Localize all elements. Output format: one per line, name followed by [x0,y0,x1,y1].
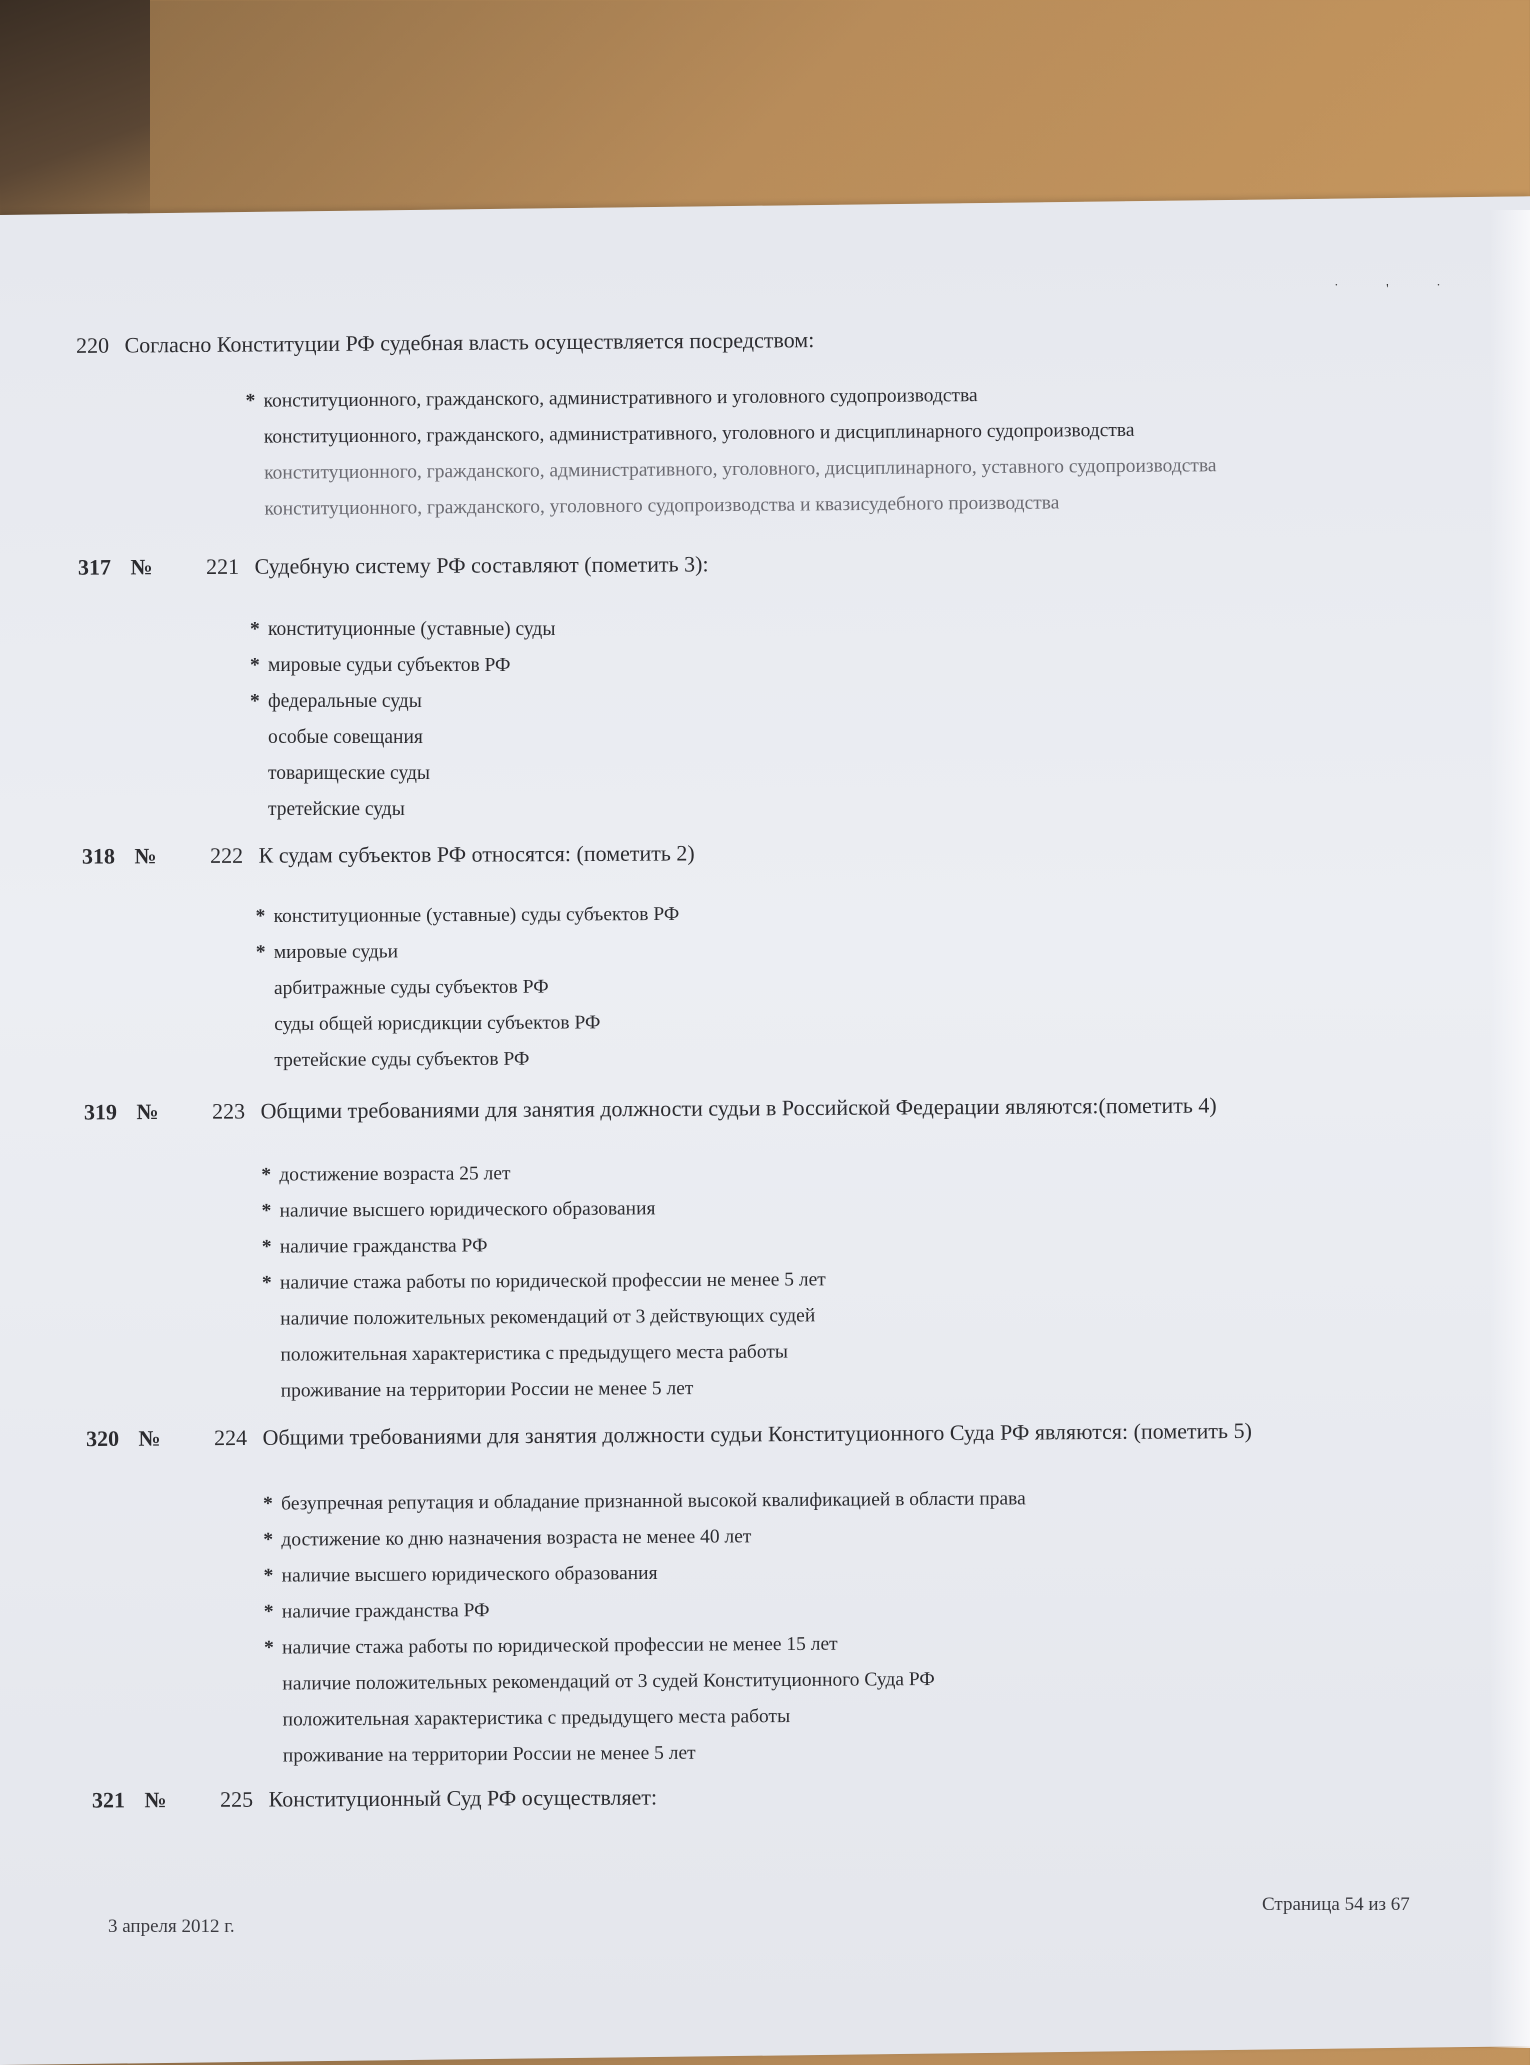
option-item [256,897,680,935]
question-header [92,1785,657,1814]
answer-mark: * [263,1493,273,1515]
option-text: конституционного, гражданского, административного, уголовного, дисциплинарного, уставного судопроизводства [264,455,1217,484]
question-index: 222 [210,842,244,868]
option-item [264,1625,1027,1666]
option-item [261,1190,825,1229]
number-sign: № [130,554,153,580]
option-list [261,1154,826,1409]
answer-mark: * [264,1637,274,1659]
answer-mark: * [261,1164,272,1186]
question-header [82,840,695,869]
option-text: наличие гражданства РФ [279,1235,488,1258]
option-item [263,1517,1026,1558]
option-item [263,1370,827,1409]
option-text: наличие стажа работы по юридической профессии не менее 5 лет [279,1269,826,1294]
option-text: достижение ко дню назначения возраста не менее 40 лет [281,1526,752,1551]
option-text: третейские суды [268,799,405,820]
option-text: конституционные (уставные) суды субъектов РФ [273,903,680,928]
option-text: конституционного, гражданского, административного и уголовного судопроизводства [263,385,978,412]
option-text: третейские суды субъектов РФ [274,1048,530,1072]
option-item [250,720,555,756]
option-item [262,1298,826,1337]
option-item [265,1697,1028,1738]
option-item [261,1154,825,1193]
option-item [256,1005,680,1043]
option-text: конституционного, гражданского, административного, уголовного и дисциплинарного судопроизводства [263,419,1135,448]
option-item [265,1733,1028,1774]
list-number: 321 [91,1787,126,1813]
option-item [262,1262,826,1301]
answer-mark: * [250,691,260,712]
option-text: достижение возраста 25 лет [279,1163,511,1186]
option-text: наличие стажа работы по юридической профессии не менее 15 лет [282,1633,838,1659]
option-item [264,1661,1027,1702]
option-item [256,969,680,1007]
number-sign: № [138,1425,161,1451]
answer-mark: * [250,619,260,640]
option-item [256,933,680,971]
answer-mark: * [263,1529,274,1551]
answer-mark: * [250,655,260,676]
option-item [250,756,555,792]
option-text: положительная характеристика с предыдущего места работы [280,1341,789,1366]
option-item [250,792,555,828]
question-index: 221 [206,553,240,579]
option-list [263,1481,1028,1774]
option-item [263,1481,1026,1522]
question-index: 223 [212,1098,246,1124]
question-index: 224 [214,1424,248,1451]
question-index: 225 [220,1786,254,1812]
option-text: федеральные суды [268,691,422,712]
list-number: 320 [85,1425,120,1452]
option-item [256,1041,680,1079]
option-item [264,1553,1027,1594]
question-header [78,551,709,580]
answer-mark: * [261,1200,272,1222]
option-text: особые совещания [268,727,423,748]
option-item [250,612,555,648]
answer-mark: * [255,906,266,928]
question-text: К судам субъектов РФ относятся: (пометить 2) [258,840,695,868]
answer-mark: * [255,942,266,964]
option-item [250,684,555,720]
option-text: наличие гражданства РФ [281,1600,490,1623]
option-text: проживание на территории России не менее 5 лет [282,1742,696,1767]
option-text: суды общей юрисдикции субъектов РФ [274,1012,601,1036]
option-item [262,1226,826,1265]
option-list [245,376,1216,528]
option-text: наличие высшего юридического образования [279,1198,656,1222]
question-index: 220 [75,332,110,358]
answer-mark: * [245,390,256,412]
question-text: Общими требованиями для занятия должности судьи в Российской Федерации являются:(пометить 4) [260,1092,1217,1124]
option-text: наличие положительных рекомендаций от 3 действующих судей [280,1305,816,1330]
list-number: 319 [83,1099,118,1125]
option-item [246,484,1217,528]
option-list [250,612,555,828]
option-text: мировые судьи субъектов РФ [268,655,511,676]
answer-mark: * [263,1565,274,1587]
option-list [256,897,681,1079]
question-text: Согласно Конституции РФ судебная власть осуществляется посредством: [124,327,815,358]
question-header [84,1093,1217,1126]
option-text: наличие положительных рекомендаций от 3 судей Конституционного Суда РФ [282,1668,935,1695]
number-sign: № [134,843,157,869]
option-text: наличие высшего юридического образования [281,1562,658,1587]
answer-mark: * [261,1272,272,1294]
option-text: мировые судьи [273,941,399,964]
answer-mark: * [261,1236,272,1258]
option-text: положительная характеристика с предыдущего места работы [282,1705,791,1731]
list-number: 317 [77,554,112,580]
number-sign: № [136,1099,159,1125]
option-text: конституционного, гражданского, уголовного судопроизводства и квазисудебного производства [264,492,1060,520]
footer-date: 3 апреля 2012 г. [108,1916,235,1937]
footer-page-number: Страница 54 из 67 [1262,1894,1410,1915]
question-text: Общими требованиями для занятия должности судьи Конституционного Суда РФ являются: (пометить 5) [262,1417,1252,1450]
option-text: товарищеские суды [268,763,430,784]
option-item [246,448,1217,492]
option-text: безупречная репутация и обладание признанной высокой квалификацией в области права [281,1488,1026,1515]
answer-mark: * [263,1601,274,1623]
list-number: 318 [81,843,116,869]
option-text: арбитражные суды субъектов РФ [273,976,549,1000]
number-sign: № [144,1787,167,1813]
question-header [76,327,814,359]
question-header [86,1418,1252,1452]
option-text: конституционные (уставные) суды [268,619,556,640]
question-text: Конституционный Суд РФ осуществляет: [268,1784,658,1812]
option-item [264,1589,1027,1630]
question-text: Судебную систему РФ составляют (пометить 3): [254,551,709,579]
option-item [262,1334,826,1373]
paper-specks: ˙ ' ˙ [1334,282,1463,297]
option-item [250,648,555,684]
option-text: проживание на территории России не менее 5 лет [280,1378,694,1402]
